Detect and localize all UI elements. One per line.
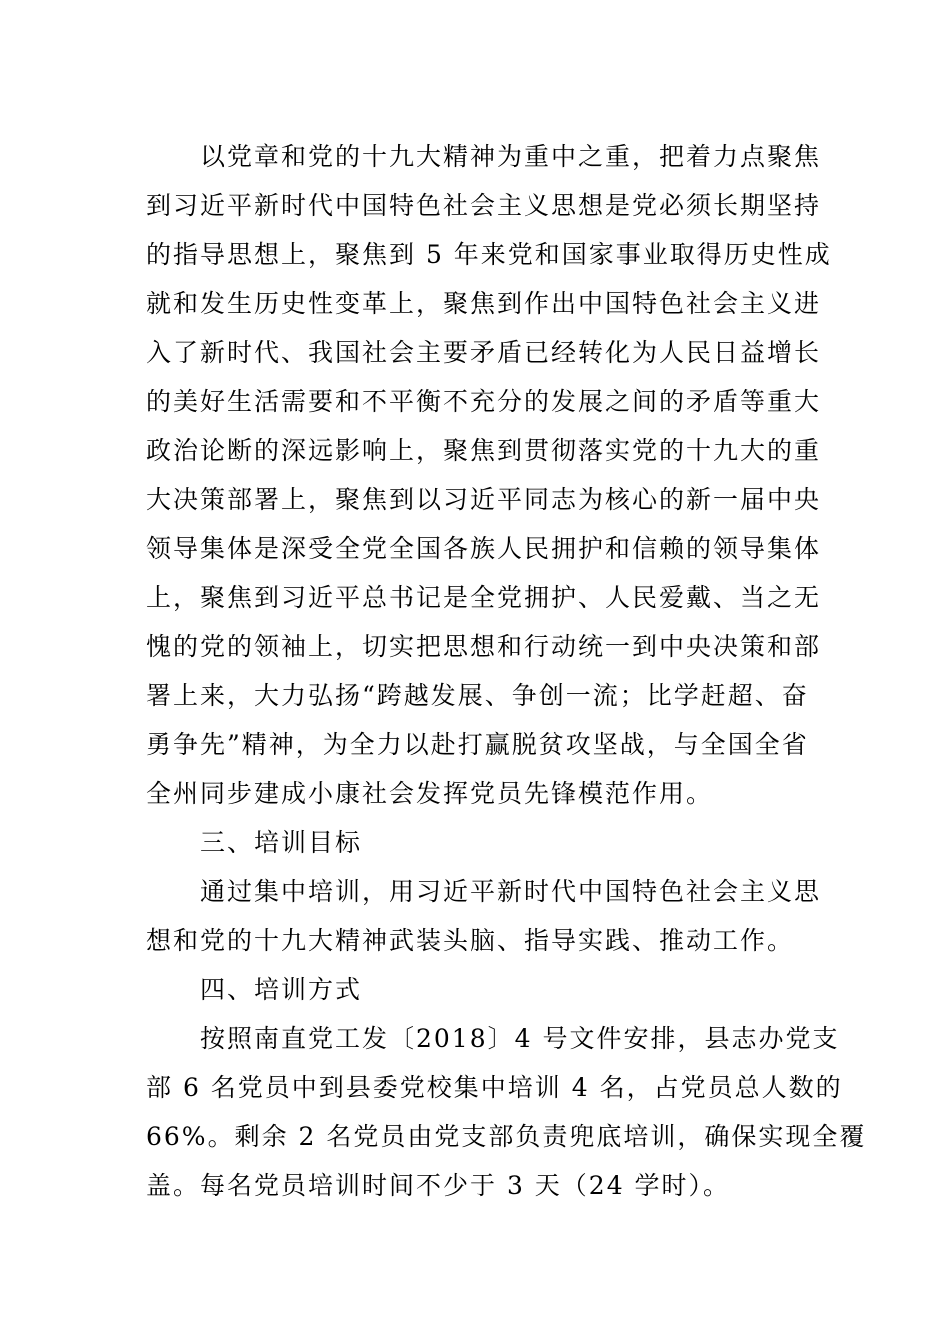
text-line: 入了新时代、我国社会主要矛盾已经转化为人民日益增长 [146, 338, 822, 367]
text-line: 三、培训目标 [200, 828, 363, 857]
document-page [146, 132, 867, 1210]
text-line: 以党章和党的十九大精神为重中之重，把着力点聚焦 [200, 142, 822, 171]
body-paragraph [146, 132, 832, 818]
text-line: 盖。每名党员培训时间不少于 3 天（24 学时）。 [146, 1171, 731, 1200]
text-line: 66%。剩余 2 名党员由党支部负责兜底培训，确保实现全覆 [146, 1122, 867, 1151]
text-line: 的美好生活需要和不平衡不充分的发展之间的矛盾等重大 [146, 387, 822, 416]
text-line: 部 6 名党员中到县委党校集中培训 4 名，占党员总人数的 [146, 1073, 843, 1102]
text-line: 全州同步建成小康社会发挥党员先锋模范作用。 [146, 779, 714, 808]
body-paragraph [146, 867, 822, 965]
text-line: 按照南直党工发〔2018〕4 号文件安排，县志办党支 [200, 1024, 840, 1053]
text-line: 上，聚焦到习近平总书记是全党拥护、人民爱戴、当之无 [146, 583, 822, 612]
text-line: 领导集体是深受全党全国各族人民拥护和信赖的领导集体 [146, 534, 822, 563]
text-line: 大决策部署上，聚焦到以习近平同志为核心的新一届中央 [146, 485, 822, 514]
text-line: 勇争先”精神，为全力以赴打赢脱贫攻坚战，与全国全省 [146, 730, 809, 759]
text-line: 通过集中培训，用习近平新时代中国特色社会主义思 [200, 877, 822, 906]
section-heading-training-method [146, 965, 806, 1014]
text-line: 四、培训方式 [200, 975, 363, 1004]
body-paragraph [146, 1014, 867, 1210]
section-heading-training-goals [146, 818, 806, 867]
text-line: 愧的党的领袖上，切实把思想和行动统一到中央决策和部 [146, 632, 822, 661]
text-line: 署上来，大力弘扬“跨越发展、争创一流；比学赶超、奋 [146, 681, 809, 710]
text-line: 就和发生历史性变革上，聚焦到作出中国特色社会主义进 [146, 289, 822, 318]
text-line: 想和党的十九大精神武装头脑、指导实践、推动工作。 [146, 926, 795, 955]
text-line: 到习近平新时代中国特色社会主义思想是党必须长期坚持 [146, 191, 822, 220]
text-line: 的指导思想上，聚焦到 5 年来党和国家事业取得历史性成 [146, 240, 832, 269]
text-line: 政治论断的深远影响上，聚焦到贯彻落实党的十九大的重 [146, 436, 822, 465]
